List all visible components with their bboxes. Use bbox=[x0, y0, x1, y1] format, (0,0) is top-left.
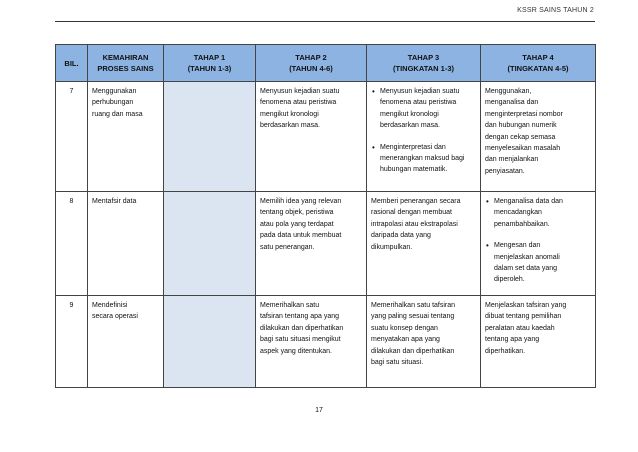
tahap-4-cell: Menggunakan, menganalisa dan menginterpretasi nombor dan hubungan numerik dengan cekap semasa menyelesaikan masalah dan menjalankan penyiasatan. bbox=[481, 82, 596, 192]
tahap-1-cell bbox=[164, 82, 256, 192]
skill-cell: Menggunakan perhubungan ruang dan masa bbox=[88, 82, 164, 192]
tahap-4-cell bbox=[481, 192, 596, 296]
tahap-2-cell: Menyusun kejadian suatu fenomena atau peristiwa mengikut kronologi berdasarkan masa. bbox=[256, 82, 367, 192]
tahap-2-cell: Memilih idea yang relevan tentang objek, peristiwa atau pola yang terdapat pada data untuk membuat satu penerangan. bbox=[256, 192, 367, 296]
table-row bbox=[56, 82, 596, 192]
running-header: KSSR SAINS TAHUN 2 bbox=[517, 7, 594, 14]
tahap-3-cell: Memerihalkan satu tafsiran yang paling sesuai tentang suatu konsep dengan menyatakan apa yang dilakukan dan diperhatikan bagi satu situasi. bbox=[367, 296, 481, 388]
column-header-tahap-1: TAHAP 1 (TAHUN 1-3) bbox=[164, 45, 256, 82]
process-skills-table bbox=[55, 44, 596, 388]
tahap-4-cell: Menjelaskan tafsiran yang dibuat tentang pemilihan peralatan atau kaedah tentang apa yang diperhatikan. bbox=[481, 296, 596, 388]
page-number: 17 bbox=[315, 407, 323, 414]
column-header-skill: KEMAHIRAN PROSES SAINS bbox=[88, 45, 164, 82]
tahap-3-cell: Memberi penerangan secara rasional dengan membuat intrapolasi atau ekstrapolasi daripada data yang dikumpulkan. bbox=[367, 192, 481, 296]
table-row bbox=[56, 192, 596, 296]
tahap-1-cell bbox=[164, 192, 256, 296]
bullet-item: • Menyusun kejadian suatu fenomena atau peristiwa mengikut kronologi berdasarkan masa. bbox=[371, 86, 477, 132]
row-number: 9 bbox=[56, 296, 88, 388]
column-header-bil: BIL. bbox=[56, 45, 88, 82]
row-number: 7 bbox=[56, 82, 88, 192]
column-header-tahap-2: TAHAP 2 (TAHUN 4-6) bbox=[256, 45, 367, 82]
tahap-2-cell: Memerihalkan satu tafsiran tentang apa yang dilakukan dan diperhatikan bagi satu situasi mengikut aspek yang ditentukan. bbox=[256, 296, 367, 388]
tahap-1-cell bbox=[164, 296, 256, 388]
skill-cell: Mentafsir data bbox=[88, 192, 164, 296]
bullet-item: • Menganalisa data dan mencadangkan penambahbaikan. bbox=[485, 196, 592, 230]
bullet-item: • Menginterpretasi dan menerangkan maksud bagi hubungan matematik. bbox=[371, 142, 477, 176]
header-divider bbox=[55, 21, 595, 22]
bullet-item: • Mengesan dan menjelaskan anomali dalam set data yang diperoleh. bbox=[485, 240, 592, 286]
skill-cell: Mendefinisi secara operasi bbox=[88, 296, 164, 388]
table-header-row bbox=[56, 45, 596, 82]
row-number: 8 bbox=[56, 192, 88, 296]
table-row bbox=[56, 296, 596, 388]
tahap-3-cell bbox=[367, 82, 481, 192]
column-header-tahap-4: TAHAP 4 (TINGKATAN 4-5) bbox=[481, 45, 596, 82]
column-header-tahap-3: TAHAP 3 (TINGKATAN 1-3) bbox=[367, 45, 481, 82]
